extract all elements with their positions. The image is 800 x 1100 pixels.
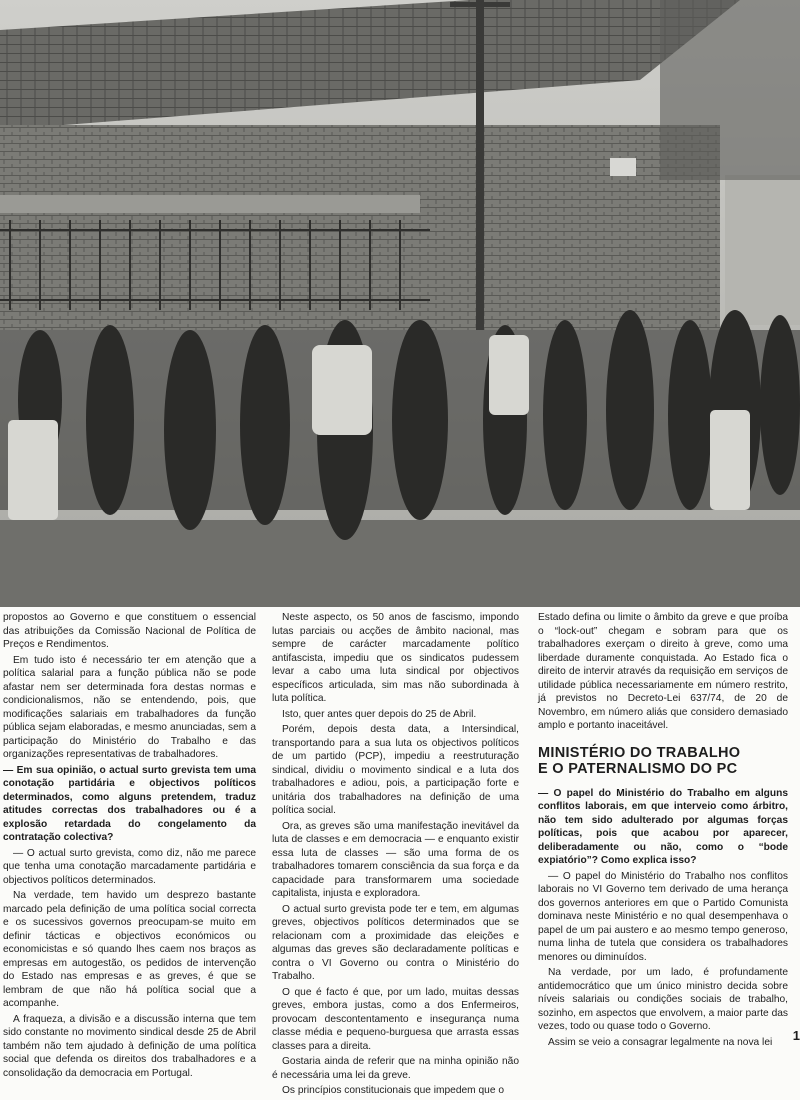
paragraph: Gostaria ainda de referir que na minha opinião não é necessária uma lei da greve. (272, 1056, 519, 1081)
paragraph: Na verdade, tem havido um desprezo bastante marcado pela definição de uma política social correcta e os sucessivos governos preocupam-se muito em definir tácticas e objectivos económicos ou economicistas e só quando lhes caem nos braços as empresas em autogestão, os pedidos de intervenção do Estado nas empresas e as greves, é que se lembram de que não há política social que a acompanhe. (3, 890, 256, 1009)
paragraph: Estado defina ou limite o âmbito da greve e que proíba o “lock-out” chegam e sobram para que os trabalhadores exerçam o direito à greve, como uma liberdade duramente conquistada. Ao Estado fica o direito de intervir através da requisição em serviços de utilidade pública necessariamente em número restrito, já previstos no Decreto-Lei 637/74, de 20 de Novembro, em número aliás que considero demasiado amplo e portanto inaceitável. (538, 612, 788, 731)
paragraph: A fraqueza, a divisão e a discussão interna que tem sido constante no movimento sindical desde 25 de Abril também não tem ajudado à definição de uma política social que defenda os direitos dos trabalhadores e a consolidação da democracia em Portugal. (3, 1013, 256, 1079)
text-column-2 (272, 611, 519, 1100)
paragraph: Em tudo isto é necessário ter em atenção que a política salarial para a função pública não se pode afastar nem ser determinada fora destas normas e condicionalismos, não se entendendo, pois, que modificações salariais em trabalhadores da função pública sejam elaboradas, e mesmo anunciadas, sem a participação do Ministério do Trabalho e das organizações representativas de trabalhadores. (3, 654, 256, 760)
text-column-1 (3, 611, 256, 1082)
paragraph: Os princípios constitucionais que impedem que o (282, 1085, 504, 1096)
section-heading-line: MINISTÉRIO DO TRABALHO (538, 744, 741, 761)
paragraph: — O actual surto grevista, como diz, não me parece que tenha uma conotação marcadamente partidária e objectivos políticos determinados. (3, 847, 256, 886)
text-column-3 (538, 611, 788, 1051)
interview-question: — Em sua opinião, o actual surto grevista tem uma conotação partidária e objectivos políticos determinados, como alguns pretendem, traduz atitudes correctas dos trabalhadores ou é a explosão retardada do congelamento da contratação colectiva? (3, 764, 256, 843)
paragraph: Assim se veio a consagrar legalmente na nova lei (548, 1036, 773, 1048)
paragraph: O que é facto é que, por um lado, muitas dessas greves, embora justas, como a dos Enfermeiros, provocam descontentamento e insegurança numa classe média e pequeno-burguesa que arrasta essas classes para a direita. (272, 986, 519, 1052)
paragraph: Na verdade, por um lado, é profundamente antidemocrático que um único ministro decida sobre níveis salariais ou condições sociais de trabalho, sozinho, em aspectos que envolvem, a maior parte das vezes, todo ou quase todo o Governo. (538, 967, 788, 1032)
paragraph: propostos ao Governo e que constituem o essencial das atribuições da Comissão Nacional de Política de Preços e Rendimentos. (3, 612, 256, 650)
paragraph: Neste aspecto, os 50 anos de fascismo, impondo lutas parciais ou acções de âmbito nacional, mas sempre de carácter marcadamente político antifascista, impediu que os sindicatos pudessem levar a cabo uma luta sindical por objectivos específicos articulada, sim mas não subordinada à luta política. (272, 612, 519, 704)
paragraph: Ora, as greves são uma manifestação inevitável da luta de classes e em democracia — e enquanto existir essa luta de classes — são uma forma de os trabalhadores tomarem consciência da sua força e da capacidade para transformarem uma sociedade capitalista, injusta e exploradora. (272, 820, 519, 899)
paragraph: Isto, quer antes quer depois do 25 de Abril. (282, 708, 477, 720)
paragraph: — O papel do Ministério do Trabalho nos conflitos laborais no VI Governo tem derivado de uma herança dos governos anteriores em que o Partido Comunista dominava neste Ministério e no qual desempenhava o papel de um pai austero e ao mesmo tempo generoso, numa linha de tutela que considera os trabalhadores menores ou diminuídos. (538, 870, 788, 963)
paragraph: Porém, depois desta data, a Intersindical, transportando para a sua luta os objectivos políticos de um partido (PCP), impediu a reestruturação sindical, dividiu o movimento sindical e a luta dos trabalhadores e adiou, pois, a participação forte e unitária dos trabalhadores na definição de uma política social. (272, 724, 519, 816)
section-heading (538, 745, 788, 777)
section-heading-line: E O PATERNALISMO DO PC (538, 760, 738, 777)
interview-question: — O papel do Ministério do Trabalho em alguns conflitos laborais, em que interveio como árbitro, não tem sido adulterado por algumas forças políticas, pois que acabou por aparecer, deliberadamente ou não, como o “bode expiatório”? Como explica isso? (538, 787, 788, 866)
page-number: 1 (792, 1028, 800, 1043)
paragraph: O actual surto grevista pode ter e tem, em algumas greves, objectivos políticos determinados que se relacionam com a proximidade das eleições e algumas das greves são declaradamente políticas e contra o VI Governo ou contra o Ministério do Trabalho. (272, 903, 519, 982)
